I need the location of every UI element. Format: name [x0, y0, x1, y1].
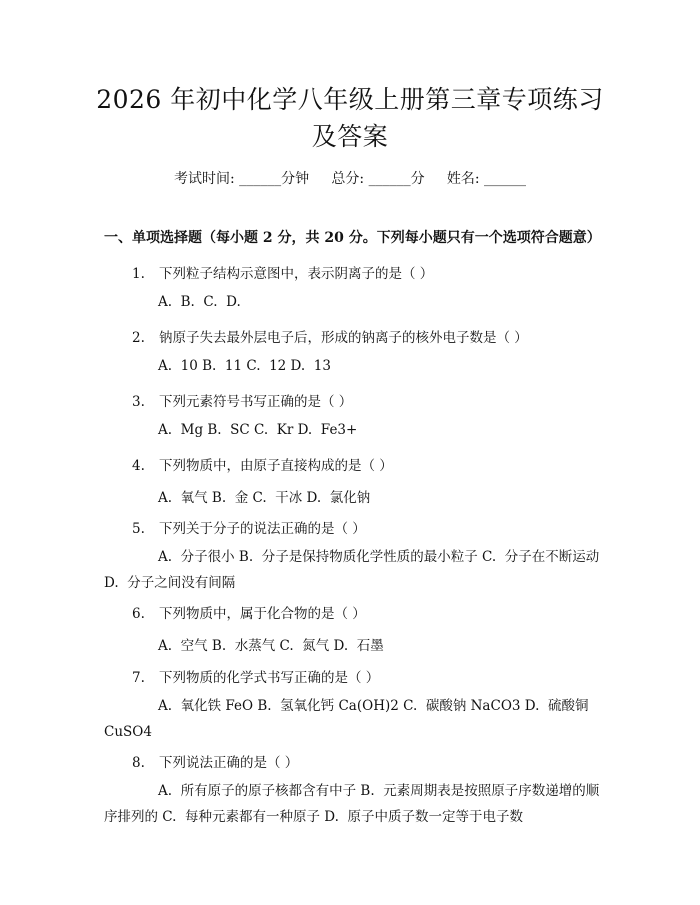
question-7 — [132, 666, 379, 686]
question-4 — [132, 454, 393, 474]
question-number: 1. — [132, 266, 145, 282]
question-5 — [132, 517, 366, 537]
question-3 — [132, 390, 352, 410]
question-2-options: A. 10 B. 11 C. 12 D. 13 — [158, 358, 331, 374]
question-text: 下列物质的化学式书写正确的是（ ） — [159, 670, 380, 686]
question-3-options: A. Mg B. SC C. Kr D. Fe3+ — [158, 422, 358, 438]
question-8-options: A. 所有原子的原子核都含有中子 B. 元素周期表是按照原子序数递增的顺序排列的 C. 每种元素都有一种原子 D. 原子中质子数一定等于电子数 — [104, 783, 600, 825]
question-number: 5. — [132, 521, 145, 537]
question-text: 下列物质中，属于化合物的是（ ） — [159, 606, 366, 622]
page-title-line1: 2026 年初中化学八年级上册第三章专项练习 — [96, 85, 604, 114]
question-4-options: A. 氧气 B. 金 C. 干冰 D. 氯化钠 — [158, 490, 371, 506]
question-8 — [132, 751, 298, 771]
question-6 — [132, 602, 366, 622]
question-number: 3. — [132, 394, 145, 410]
question-2 — [132, 326, 528, 346]
question-text: 下列说法正确的是（ ） — [159, 755, 299, 771]
question-number: 8. — [132, 755, 145, 771]
exam-meta-line: 考试时间: ______分钟 总分: ______分 姓名: ______ — [173, 171, 526, 187]
question-5-options: A. 分子很小 B. 分子是保持物质化学性质的最小粒子 C. 分子在不断运动 D. 分子之间没有间隔 — [104, 549, 604, 591]
page-title-line2: 及答案 — [311, 122, 389, 151]
question-text: 钠原子失去最外层电子后，形成的钠离子的核外电子数是（ ） — [159, 330, 528, 346]
question-1-options: A. B. C. D. — [158, 294, 241, 310]
question-number: 2. — [132, 330, 145, 346]
question-6-options: A. 空气 B. 水蒸气 C. 氮气 D. 石墨 — [158, 638, 384, 654]
question-7-options: A. 氧化铁 FeO B. 氢氧化钙 Ca(OH)2 C. 碳酸钠 NaCO3 D. 硫酸铜 CuSO4 — [104, 698, 593, 740]
question-text: 下列关于分子的说法正确的是（ ） — [159, 521, 366, 537]
question-number: 7. — [132, 670, 145, 686]
question-text: 下列粒子结构示意图中，表示阴离子的是（ ） — [159, 266, 434, 282]
question-number: 4. — [132, 458, 145, 474]
question-text: 下列元素符号书写正确的是（ ） — [159, 394, 353, 410]
section-heading: 一、单项选择题（每小题 2 分，共 20 分。下列每小题只有一个选项符合题意） — [104, 230, 601, 246]
question-1 — [132, 262, 433, 282]
question-text: 下列物质中，由原子直接构成的是（ ） — [159, 458, 393, 474]
question-number: 6. — [132, 606, 145, 622]
